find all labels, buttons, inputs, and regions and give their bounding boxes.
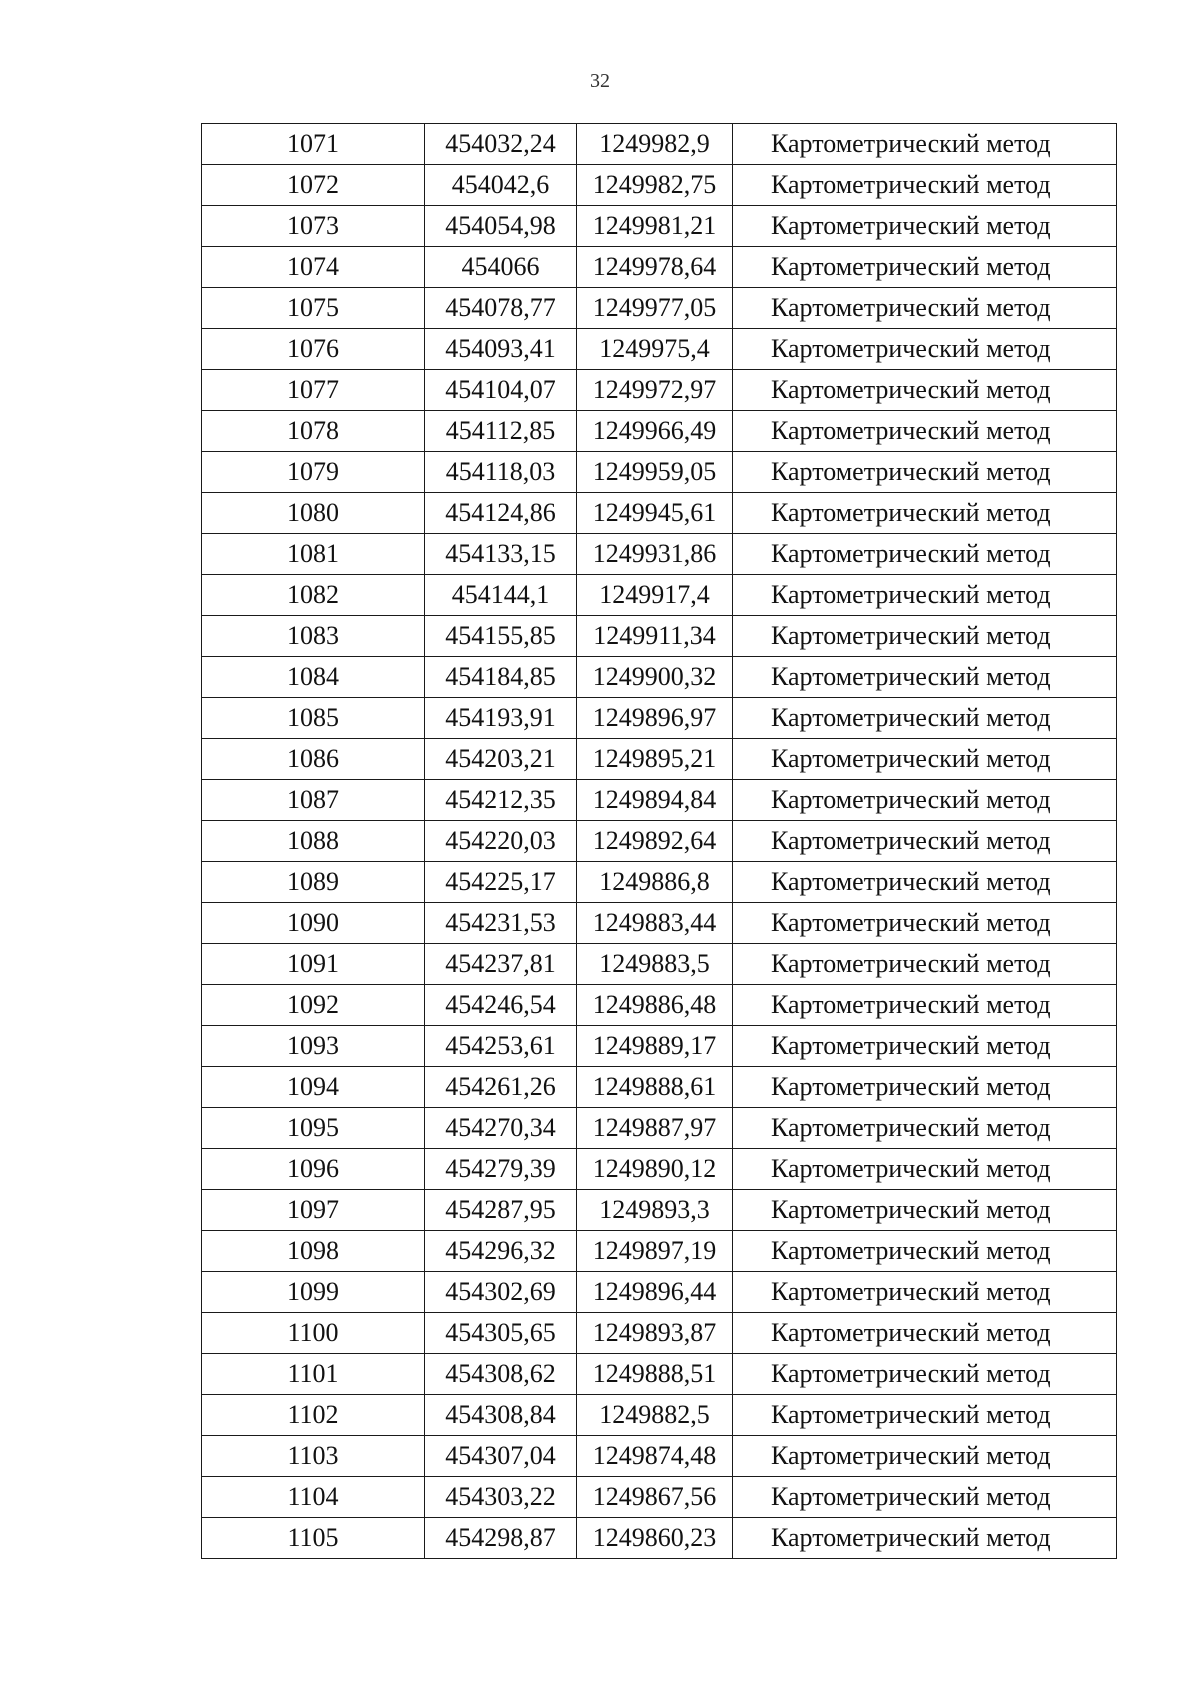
point-number-cell: 1096 bbox=[202, 1149, 425, 1190]
table-row bbox=[202, 124, 1117, 165]
point-number-cell: 1101 bbox=[202, 1354, 425, 1395]
method-cell: Картометрический метод bbox=[733, 165, 1117, 206]
method-cell: Картометрический метод bbox=[733, 657, 1117, 698]
x-coordinate-cell: 454302,69 bbox=[425, 1272, 577, 1313]
point-number-cell: 1104 bbox=[202, 1477, 425, 1518]
x-coordinate-cell: 454054,98 bbox=[425, 206, 577, 247]
y-coordinate-cell: 1249897,19 bbox=[577, 1231, 733, 1272]
x-coordinate-cell: 454237,81 bbox=[425, 944, 577, 985]
point-number-cell: 1090 bbox=[202, 903, 425, 944]
x-coordinate-cell: 454307,04 bbox=[425, 1436, 577, 1477]
table-row bbox=[202, 411, 1117, 452]
point-number-cell: 1076 bbox=[202, 329, 425, 370]
table-row bbox=[202, 698, 1117, 739]
point-number-cell: 1093 bbox=[202, 1026, 425, 1067]
x-coordinate-cell: 454093,41 bbox=[425, 329, 577, 370]
method-cell: Картометрический метод bbox=[733, 411, 1117, 452]
coordinates-table-body bbox=[202, 124, 1117, 1559]
coordinates-table bbox=[201, 123, 1117, 1559]
method-cell: Картометрический метод bbox=[733, 1272, 1117, 1313]
y-coordinate-cell: 1249911,34 bbox=[577, 616, 733, 657]
method-cell: Картометрический метод bbox=[733, 124, 1117, 165]
point-number-cell: 1077 bbox=[202, 370, 425, 411]
y-coordinate-cell: 1249972,97 bbox=[577, 370, 733, 411]
x-coordinate-cell: 454118,03 bbox=[425, 452, 577, 493]
table-row bbox=[202, 165, 1117, 206]
y-coordinate-cell: 1249978,64 bbox=[577, 247, 733, 288]
x-coordinate-cell: 454231,53 bbox=[425, 903, 577, 944]
x-coordinate-cell: 454144,1 bbox=[425, 575, 577, 616]
x-coordinate-cell: 454184,85 bbox=[425, 657, 577, 698]
y-coordinate-cell: 1249895,21 bbox=[577, 739, 733, 780]
point-number-cell: 1087 bbox=[202, 780, 425, 821]
method-cell: Картометрический метод bbox=[733, 985, 1117, 1026]
y-coordinate-cell: 1249977,05 bbox=[577, 288, 733, 329]
table-row bbox=[202, 903, 1117, 944]
method-cell: Картометрический метод bbox=[733, 247, 1117, 288]
point-number-cell: 1099 bbox=[202, 1272, 425, 1313]
method-cell: Картометрический метод bbox=[733, 616, 1117, 657]
method-cell: Картометрический метод bbox=[733, 1477, 1117, 1518]
table-row bbox=[202, 944, 1117, 985]
y-coordinate-cell: 1249882,5 bbox=[577, 1395, 733, 1436]
x-coordinate-cell: 454155,85 bbox=[425, 616, 577, 657]
method-cell: Картометрический метод bbox=[733, 452, 1117, 493]
y-coordinate-cell: 1249892,64 bbox=[577, 821, 733, 862]
x-coordinate-cell: 454246,54 bbox=[425, 985, 577, 1026]
y-coordinate-cell: 1249893,3 bbox=[577, 1190, 733, 1231]
x-coordinate-cell: 454193,91 bbox=[425, 698, 577, 739]
point-number-cell: 1081 bbox=[202, 534, 425, 575]
method-cell: Картометрический метод bbox=[733, 370, 1117, 411]
point-number-cell: 1095 bbox=[202, 1108, 425, 1149]
method-cell: Картометрический метод bbox=[733, 534, 1117, 575]
point-number-cell: 1092 bbox=[202, 985, 425, 1026]
point-number-cell: 1089 bbox=[202, 862, 425, 903]
table-row bbox=[202, 575, 1117, 616]
table-row bbox=[202, 616, 1117, 657]
x-coordinate-cell: 454078,77 bbox=[425, 288, 577, 329]
method-cell: Картометрический метод bbox=[733, 862, 1117, 903]
y-coordinate-cell: 1249959,05 bbox=[577, 452, 733, 493]
point-number-cell: 1073 bbox=[202, 206, 425, 247]
x-coordinate-cell: 454203,21 bbox=[425, 739, 577, 780]
point-number-cell: 1075 bbox=[202, 288, 425, 329]
table-row bbox=[202, 452, 1117, 493]
method-cell: Картометрический метод bbox=[733, 1518, 1117, 1559]
y-coordinate-cell: 1249888,51 bbox=[577, 1354, 733, 1395]
x-coordinate-cell: 454112,85 bbox=[425, 411, 577, 452]
x-coordinate-cell: 454308,62 bbox=[425, 1354, 577, 1395]
method-cell: Картометрический метод bbox=[733, 739, 1117, 780]
y-coordinate-cell: 1249917,4 bbox=[577, 575, 733, 616]
point-number-cell: 1102 bbox=[202, 1395, 425, 1436]
method-cell: Картометрический метод bbox=[733, 575, 1117, 616]
x-coordinate-cell: 454133,15 bbox=[425, 534, 577, 575]
point-number-cell: 1084 bbox=[202, 657, 425, 698]
table-row bbox=[202, 534, 1117, 575]
x-coordinate-cell: 454279,39 bbox=[425, 1149, 577, 1190]
point-number-cell: 1080 bbox=[202, 493, 425, 534]
point-number-cell: 1083 bbox=[202, 616, 425, 657]
x-coordinate-cell: 454298,87 bbox=[425, 1518, 577, 1559]
method-cell: Картометрический метод bbox=[733, 1231, 1117, 1272]
y-coordinate-cell: 1249893,87 bbox=[577, 1313, 733, 1354]
method-cell: Картометрический метод bbox=[733, 493, 1117, 534]
y-coordinate-cell: 1249874,48 bbox=[577, 1436, 733, 1477]
point-number-cell: 1086 bbox=[202, 739, 425, 780]
point-number-cell: 1098 bbox=[202, 1231, 425, 1272]
point-number-cell: 1074 bbox=[202, 247, 425, 288]
y-coordinate-cell: 1249982,75 bbox=[577, 165, 733, 206]
point-number-cell: 1085 bbox=[202, 698, 425, 739]
method-cell: Картометрический метод bbox=[733, 944, 1117, 985]
method-cell: Картометрический метод bbox=[733, 206, 1117, 247]
y-coordinate-cell: 1249888,61 bbox=[577, 1067, 733, 1108]
y-coordinate-cell: 1249887,97 bbox=[577, 1108, 733, 1149]
point-number-cell: 1094 bbox=[202, 1067, 425, 1108]
method-cell: Картометрический метод bbox=[733, 1190, 1117, 1231]
method-cell: Картометрический метод bbox=[733, 1026, 1117, 1067]
method-cell: Картометрический метод bbox=[733, 288, 1117, 329]
method-cell: Картометрический метод bbox=[733, 1313, 1117, 1354]
y-coordinate-cell: 1249889,17 bbox=[577, 1026, 733, 1067]
method-cell: Картометрический метод bbox=[733, 1436, 1117, 1477]
point-number-cell: 1088 bbox=[202, 821, 425, 862]
table-row bbox=[202, 1026, 1117, 1067]
point-number-cell: 1078 bbox=[202, 411, 425, 452]
point-number-cell: 1082 bbox=[202, 575, 425, 616]
table-row bbox=[202, 780, 1117, 821]
x-coordinate-cell: 454303,22 bbox=[425, 1477, 577, 1518]
point-number-cell: 1103 bbox=[202, 1436, 425, 1477]
table-row bbox=[202, 985, 1117, 1026]
method-cell: Картометрический метод bbox=[733, 1354, 1117, 1395]
point-number-cell: 1100 bbox=[202, 1313, 425, 1354]
table-row bbox=[202, 1149, 1117, 1190]
y-coordinate-cell: 1249867,56 bbox=[577, 1477, 733, 1518]
y-coordinate-cell: 1249890,12 bbox=[577, 1149, 733, 1190]
table-row bbox=[202, 1313, 1117, 1354]
method-cell: Картометрический метод bbox=[733, 780, 1117, 821]
point-number-cell: 1091 bbox=[202, 944, 425, 985]
method-cell: Картометрический метод bbox=[733, 903, 1117, 944]
x-coordinate-cell: 454305,65 bbox=[425, 1313, 577, 1354]
point-number-cell: 1105 bbox=[202, 1518, 425, 1559]
method-cell: Картометрический метод bbox=[733, 329, 1117, 370]
point-number-cell: 1097 bbox=[202, 1190, 425, 1231]
x-coordinate-cell: 454287,95 bbox=[425, 1190, 577, 1231]
page-number: 32 bbox=[590, 70, 610, 92]
table-row bbox=[202, 288, 1117, 329]
table-row bbox=[202, 1518, 1117, 1559]
method-cell: Картометрический метод bbox=[733, 1395, 1117, 1436]
x-coordinate-cell: 454124,86 bbox=[425, 493, 577, 534]
table-row bbox=[202, 1354, 1117, 1395]
table-row bbox=[202, 1067, 1117, 1108]
x-coordinate-cell: 454104,07 bbox=[425, 370, 577, 411]
y-coordinate-cell: 1249931,86 bbox=[577, 534, 733, 575]
point-number-cell: 1071 bbox=[202, 124, 425, 165]
y-coordinate-cell: 1249886,48 bbox=[577, 985, 733, 1026]
table-row bbox=[202, 370, 1117, 411]
y-coordinate-cell: 1249945,61 bbox=[577, 493, 733, 534]
x-coordinate-cell: 454296,32 bbox=[425, 1231, 577, 1272]
x-coordinate-cell: 454225,17 bbox=[425, 862, 577, 903]
table-row bbox=[202, 657, 1117, 698]
y-coordinate-cell: 1249982,9 bbox=[577, 124, 733, 165]
y-coordinate-cell: 1249900,32 bbox=[577, 657, 733, 698]
table-row bbox=[202, 206, 1117, 247]
x-coordinate-cell: 454308,84 bbox=[425, 1395, 577, 1436]
x-coordinate-cell: 454066 bbox=[425, 247, 577, 288]
x-coordinate-cell: 454042,6 bbox=[425, 165, 577, 206]
x-coordinate-cell: 454261,26 bbox=[425, 1067, 577, 1108]
x-coordinate-cell: 454032,24 bbox=[425, 124, 577, 165]
method-cell: Картометрический метод bbox=[733, 698, 1117, 739]
table-row bbox=[202, 493, 1117, 534]
y-coordinate-cell: 1249860,23 bbox=[577, 1518, 733, 1559]
y-coordinate-cell: 1249883,44 bbox=[577, 903, 733, 944]
method-cell: Картометрический метод bbox=[733, 821, 1117, 862]
y-coordinate-cell: 1249981,21 bbox=[577, 206, 733, 247]
y-coordinate-cell: 1249886,8 bbox=[577, 862, 733, 903]
point-number-cell: 1079 bbox=[202, 452, 425, 493]
y-coordinate-cell: 1249896,97 bbox=[577, 698, 733, 739]
y-coordinate-cell: 1249975,4 bbox=[577, 329, 733, 370]
y-coordinate-cell: 1249966,49 bbox=[577, 411, 733, 452]
table-row bbox=[202, 739, 1117, 780]
table-row bbox=[202, 1231, 1117, 1272]
point-number-cell: 1072 bbox=[202, 165, 425, 206]
method-cell: Картометрический метод bbox=[733, 1149, 1117, 1190]
x-coordinate-cell: 454253,61 bbox=[425, 1026, 577, 1067]
method-cell: Картометрический метод bbox=[733, 1067, 1117, 1108]
table-row bbox=[202, 1190, 1117, 1231]
y-coordinate-cell: 1249883,5 bbox=[577, 944, 733, 985]
x-coordinate-cell: 454270,34 bbox=[425, 1108, 577, 1149]
table-row bbox=[202, 1395, 1117, 1436]
table-row bbox=[202, 1436, 1117, 1477]
table-row bbox=[202, 247, 1117, 288]
method-cell: Картометрический метод bbox=[733, 1108, 1117, 1149]
table-row bbox=[202, 862, 1117, 903]
y-coordinate-cell: 1249896,44 bbox=[577, 1272, 733, 1313]
x-coordinate-cell: 454220,03 bbox=[425, 821, 577, 862]
table-row bbox=[202, 329, 1117, 370]
table-row bbox=[202, 1108, 1117, 1149]
table-row bbox=[202, 821, 1117, 862]
y-coordinate-cell: 1249894,84 bbox=[577, 780, 733, 821]
table-row bbox=[202, 1272, 1117, 1313]
table-row bbox=[202, 1477, 1117, 1518]
x-coordinate-cell: 454212,35 bbox=[425, 780, 577, 821]
